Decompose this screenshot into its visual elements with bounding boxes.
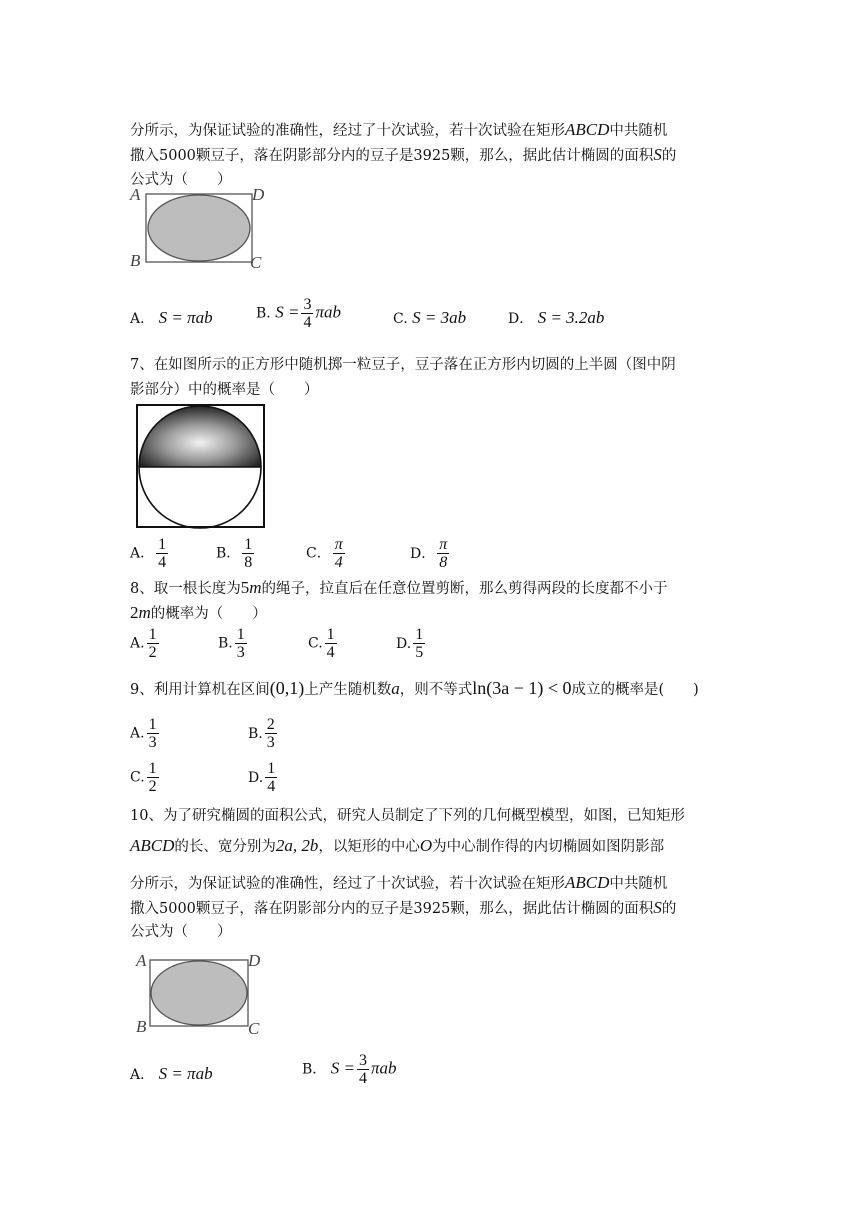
vertex-label-c-2: C [248, 1019, 260, 1037]
q6-text-line2: 撒入5000颗豆子，落在阴影部分内的豆子是3925颗，那么，据此估计椭圆的面积S的 [130, 145, 677, 164]
vertex-label-b-2: B [136, 1017, 147, 1036]
q8-text-line1: 8、取一根长度为5m的绳子，拉直后在任意位置剪断，那么剪得两段的长度都不小于 [130, 578, 668, 597]
vertex-label-d: D [252, 185, 265, 204]
q10-text-line3: 分所示，为保证试验的准确性，经过了十次试验，若十次试验在矩形ABCD中共随机 [130, 873, 668, 892]
vertex-label-a-2: A [136, 951, 147, 970]
square-inscribed-circle-figure [134, 402, 268, 530]
q8-text-line2: 2m的概率为（ ） [130, 603, 267, 622]
ellipse-in-rectangle-figure-2 [130, 942, 280, 1037]
q6-option-b: B. S = $\frac{3}{4}$ πab [256, 296, 341, 331]
shaded-ellipse [148, 195, 250, 261]
q7-text-line2: 影部分）中的概率是（ ） [130, 382, 319, 398]
q7-text-line1: 7、在如图所示的正方形中随机掷一粒豆子，豆子落在正方形内切圆的上半圆（图中阴 [130, 357, 676, 373]
q6-text-line1: 分所示，为保证试验的准确性，经过了十次试验，若十次试验在矩形ABCD中共随机 [130, 120, 668, 139]
q6-option-d: D． S = 3.2ab [508, 308, 605, 327]
q10-text-line5: 公式为（ ） [130, 924, 232, 940]
q9-options-row2: C. $\frac{1}{2}$ D. $\frac{1}{4}$ [130, 760, 276, 795]
q6-text-line3: 公式为（ ） [130, 172, 232, 188]
vertex-label-b: B [130, 251, 141, 270]
vertex-label-c: C [250, 253, 262, 272]
vertex-label-a: A [130, 185, 141, 204]
q9-text: 9、利用计算机在区间(0,1)上产生随机数a，则不等式ln(3a − 1) < 0成立的概率是( ) [130, 678, 699, 698]
q10-option-b: B． S = $\frac{3}{4}$ πab [302, 1052, 397, 1087]
q10-option-a: A． S = πab [130, 1064, 213, 1083]
q8-options: A. $\frac{1}{2}$ B. $\frac{1}{3}$ C. $\frac{1}{4}$ D. $\frac{1}{5}$ [130, 626, 424, 661]
ellipse-in-rectangle-figure [126, 182, 276, 272]
q7-options: A． $\frac{1}{4}$ B． $\frac{1}{8}$ C． $\frac{\pi}{4}$ D． $\frac{\pi}{8}$ [130, 536, 448, 571]
q10-text-line4: 撒入5000颗豆子，落在阴影部分内的豆子是3925颗，那么，据此估计椭圆的面积S的 [130, 898, 677, 917]
shaded-ellipse-2 [151, 961, 247, 1025]
q6-option-a: A． S = πab [130, 308, 213, 327]
q6-option-c: C. S = 3ab [393, 308, 467, 327]
q9-options-row1: A. $\frac{1}{3}$ B. $\frac{2}{3}$ [130, 716, 275, 751]
vertex-label-d-2: D [248, 951, 261, 970]
q10-text-line2: ABCD的长、宽分别为2a, 2b，以矩形的中心O为中心制作得的内切椭圆如图阴影部 [130, 836, 665, 855]
q10-text-line1: 10、为了研究椭圆的面积公式，研究人员制定了下列的几何概型模型，如图，已知矩形 [130, 808, 685, 824]
